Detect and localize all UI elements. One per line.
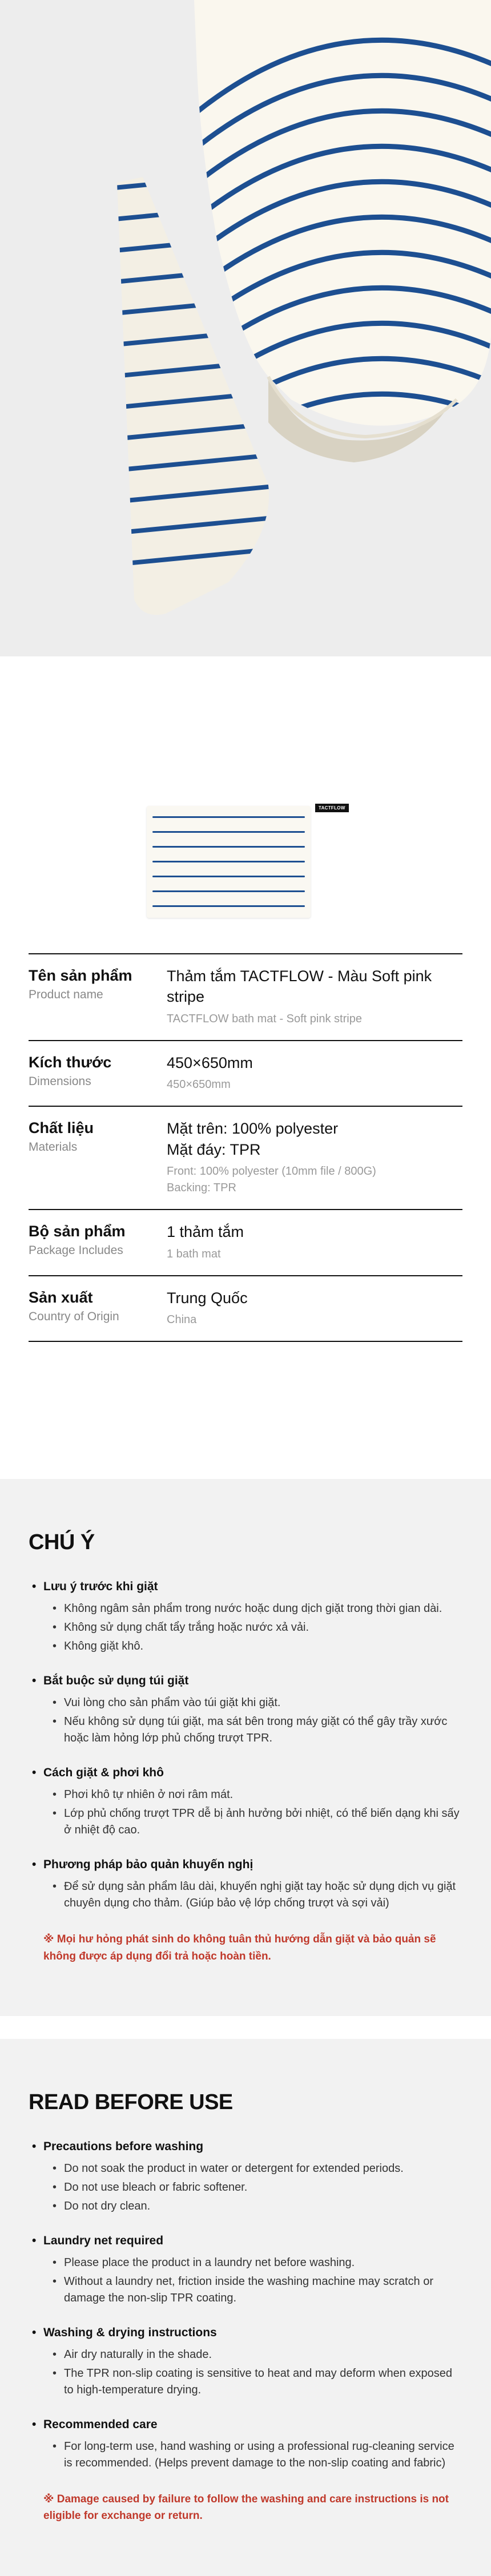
notice-bullet: • For long-term use, hand washing or using a professional rug-cleaning service is recommended. (Helps prevent damage to the non-slip coating and fabric) — [64, 2438, 462, 2472]
spec-value: Mặt trên: 100% polyester Mặt đáy: TPR — [167, 1120, 339, 1158]
notice-bullet: • Phơi khô tự nhiên ở nơi râm mát. — [64, 1787, 462, 1803]
spec-label-en: Product name — [29, 988, 103, 1002]
spec-label: Bộ sản phẩm — [29, 1223, 126, 1240]
notice-bullet: • Không giặt khô. — [64, 1638, 462, 1655]
spec-label-en: Materials — [29, 1140, 78, 1154]
thumbnail-stripe — [152, 876, 305, 877]
spec-value: Trung Quốc — [167, 1289, 248, 1307]
thumbnail-stripe — [152, 905, 305, 907]
notice-item — [29, 2418, 462, 2472]
spec-label: Chất liệu — [29, 1119, 94, 1137]
spec-value-en: 1 bath mat — [167, 1247, 221, 1260]
spec-value-en: China — [167, 1313, 197, 1327]
notice-vi — [0, 1479, 491, 2016]
notice-warning: ※ Mọi hư hỏng phát sinh do không tuân thủ hướng dẫn giặt và bảo quản sẽ không được áp dụng đổi trả hoặc hoàn tiền. — [43, 1933, 436, 1962]
notice-item — [29, 2326, 462, 2398]
spec-row-materials — [29, 1106, 462, 1209]
spec-value: 450×650mm — [167, 1054, 253, 1071]
spec-label-en: Country of Origin — [29, 1309, 119, 1323]
notice-bullet: • Nếu không sử dụng túi giặt, ma sát bên trong máy giặt có thể gây trầy xước hoặc làm hỏng lớp phủ chống trượt TPR. — [64, 1714, 462, 1747]
notice-heading: • Laundry net required — [29, 2234, 462, 2248]
hero-image — [0, 0, 491, 656]
notice-title: CHÚ Ý — [29, 1530, 95, 1555]
spec-value: 1 thảm tắm — [167, 1223, 244, 1241]
notice-title: READ BEFORE USE — [29, 2090, 233, 2114]
section-spacer — [0, 1342, 491, 1479]
notice-bullet: • Do not soak the product in water or detergent for extended periods. — [64, 2160, 462, 2177]
notice-bullet: • Do not dry clean. — [64, 2198, 462, 2215]
spec-table — [0, 953, 491, 1342]
notice-bullet: • The TPR non-slip coating is sensitive to heat and may deform when exposed to high-temperature drying. — [64, 2365, 462, 2398]
notice-heading: • Phương pháp bảo quản khuyến nghị — [29, 1858, 462, 1872]
spec-label: Tên sản phẩm — [29, 967, 132, 984]
spec-value-en: 450×650mm — [167, 1078, 231, 1091]
notice-item — [29, 2140, 462, 2215]
thumbnail-stripe — [152, 890, 305, 892]
notice-warning: ※ Damage caused by failure to follow the washing and care instructions is not eligible for exchange or return. — [43, 2493, 449, 2522]
notice-bullet: • Lớp phủ chống trượt TPR dễ bị ảnh hưởng bởi nhiệt, có thể biến dạng khi sấy ở nhiệt độ cao. — [64, 1805, 462, 1839]
notice-heading: • Precautions before washing — [29, 2140, 462, 2154]
spec-label-en: Dimensions — [29, 1074, 91, 1088]
notice-en — [0, 2039, 491, 2576]
thumbnail-stripe — [152, 816, 305, 818]
notice-bullet: • Air dry naturally in the shade. — [64, 2347, 462, 2363]
spec-label-en: Package Includes — [29, 1244, 123, 1257]
notice-heading: • Recommended care — [29, 2418, 462, 2432]
spec-value: Thảm tắm TACTFLOW - Màu Soft pink stripe — [167, 967, 432, 1006]
notice-bullet: • Please place the product in a laundry net before washing. — [64, 2255, 462, 2271]
notice-item — [29, 2234, 462, 2307]
spec-label: Kích thước — [29, 1053, 112, 1071]
notice-heading: • Washing & drying instructions — [29, 2326, 462, 2340]
notice-bullet: • Để sử dụng sản phẩm lâu dài, khuyến nghị giặt tay hoặc sử dụng dịch vụ giặt chuyên dụng cho thảm. (Giúp bảo vệ lớp chống trượt và sợi vải) — [64, 1878, 462, 1912]
spec-row-dimensions — [29, 1040, 462, 1106]
spec-row-origin — [29, 1275, 462, 1342]
product-preview — [0, 656, 491, 953]
thumbnail-stripe — [152, 846, 305, 848]
rolled-mat-illustration — [0, 0, 491, 656]
spec-label: Sản xuất — [29, 1288, 93, 1306]
notice-bullet: • Do not use bleach or fabric softener. — [64, 2179, 462, 2196]
thumbnail-stripe — [152, 831, 305, 833]
notice-item — [29, 1580, 462, 1655]
notice-bullet: • Không sử dụng chất tẩy trắng hoặc nước xả vải. — [64, 1619, 462, 1636]
notice-item — [29, 1766, 462, 1839]
notice-bullet: • Vui lòng cho sản phẩm vào túi giặt khi giặt. — [64, 1695, 462, 1711]
section-spacer — [0, 2016, 491, 2039]
notice-heading: • Bắt buộc sử dụng túi giặt — [29, 1674, 462, 1688]
notice-heading: • Lưu ý trước khi giặt — [29, 1580, 462, 1594]
spec-row-package — [29, 1209, 462, 1275]
thumbnail-stripe — [152, 861, 305, 862]
brand-badge: TACTFLOW — [315, 804, 349, 812]
notice-bullet: • Without a laundry net, friction inside the washing machine may scratch or damage the non-slip TPR coating. — [64, 2273, 462, 2307]
notice-item — [29, 1858, 462, 1912]
spec-row-product-name — [29, 953, 462, 1040]
notice-bullet: • Không ngâm sản phẩm trong nước hoặc dung dịch giặt trong thời gian dài. — [64, 1601, 462, 1617]
spec-value-en: Front: 100% polyester (10mm file / 800G) Backing: TPR — [167, 1165, 376, 1195]
product-thumbnail — [147, 806, 311, 918]
spec-value-en: TACTFLOW bath mat - Soft pink stripe — [167, 1012, 362, 1025]
notice-item — [29, 1674, 462, 1747]
notice-heading: • Cách giặt & phơi khô — [29, 1766, 462, 1780]
